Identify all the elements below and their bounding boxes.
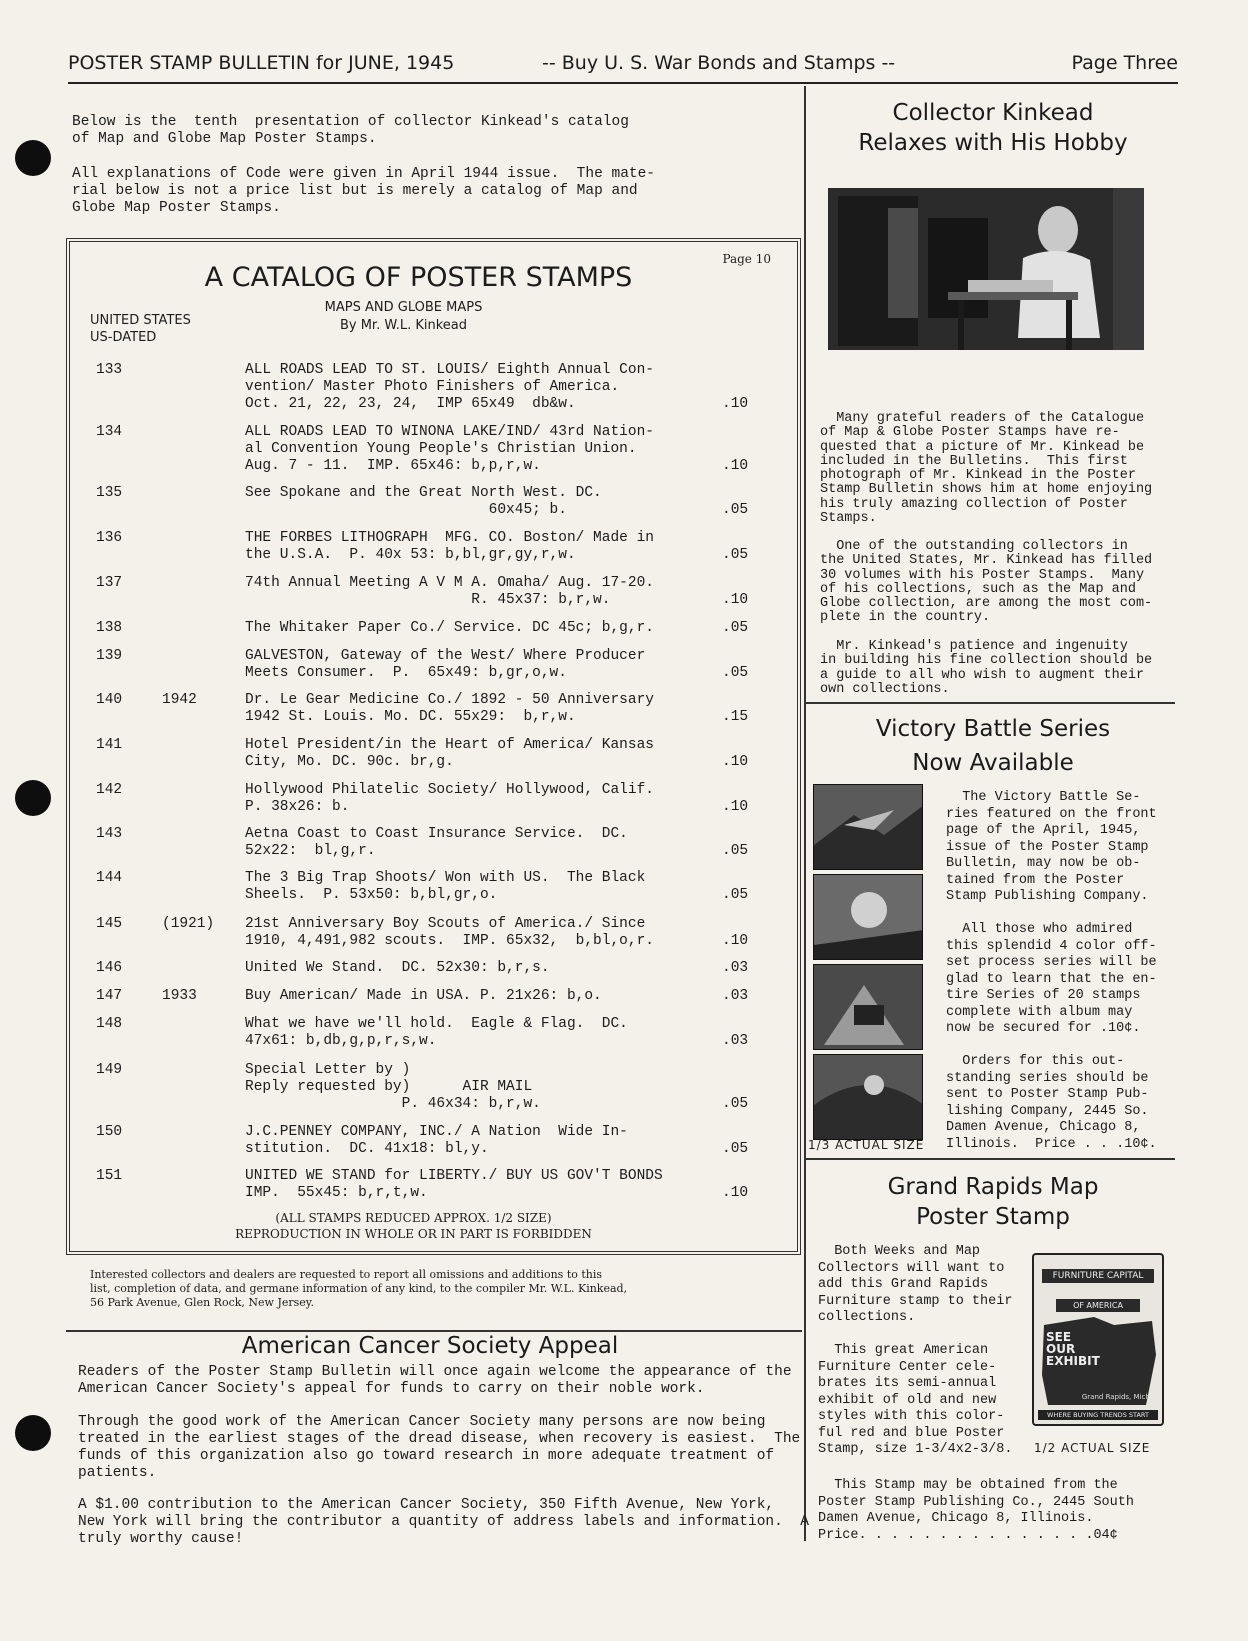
kinkead-title-line-2: Relaxes with His Hobby — [858, 130, 1128, 156]
entry-price: .15 — [722, 709, 749, 725]
entry-number: 140 — [96, 692, 123, 708]
entry-price: .10 — [722, 799, 749, 815]
entry-description: 74th Annual Meeting A V M A. Omaha/ Aug. 17-20. R. 45x37: b,r,w. — [245, 575, 654, 608]
intro-paragraph-2: All explanations of Code were given in April 1944 issue. The mate- rial below is not a price list but is merely a catalog of Map and Globe Map Poster Stamps. — [72, 166, 655, 216]
entry-number: 139 — [96, 648, 123, 664]
entry-number: 144 — [96, 870, 123, 886]
victory-paragraph-2: All those who admired this splendid 4 color off- set process series will be glad to learn that the en- tire Series of 20 stamps complete with album may now be secured for .10¢. — [946, 922, 1157, 1036]
entry-price: .05 — [722, 1096, 749, 1112]
entry-year: 1942 — [162, 692, 197, 708]
stamp-banner-2: OF AMERICA — [1056, 1299, 1140, 1312]
grand-rapids-paragraph-3: This Stamp may be obtained from the Poster Stamp Publishing Co., 2445 South Damen Avenue, Chicago 8, Illinois. Price. . . . . . . . . . . . . . .04¢ — [818, 1478, 1134, 1543]
entry-description: Buy American/ Made in USA. P. 21x26: b,o. — [245, 988, 602, 1004]
section-rule — [805, 702, 1175, 704]
kinkead-paragraph-1: Many grateful readers of the Catalogue of Map & Globe Poster Stamps have re- quested that a picture of Mr. Kinkead be included in the Bulletins. This first photograph of Mr. Kinkead in the Poster Stamp Bulletin shows him at home enjoying his truly amazing collection of Poster Stamps. — [820, 411, 1153, 527]
entry-number: 143 — [96, 826, 123, 842]
catalog-region-sub: US-DATED — [90, 330, 157, 345]
battle-scene-illustration — [814, 1055, 923, 1140]
grand-rapids-stamp — [1032, 1253, 1164, 1426]
victory-stamp-2 — [813, 874, 923, 960]
binder-hole-top — [15, 140, 51, 176]
entry-description: What we have we'll hold. Eagle & Flag. DC. 47x61: b,db,g,p,r,s,w. — [245, 1016, 628, 1049]
kinkead-paragraph-3: Mr. Kinkead's patience and ingenuity in building his fine collection should be a guide to all who wish to augment their own collections. — [820, 639, 1153, 697]
entry-description: 21st Anniversary Boy Scouts of America./ Since 1910, 4,491,982 scouts. IMP. 65x32, b,bl,o,r. — [245, 916, 654, 949]
entry-number: 134 — [96, 424, 123, 440]
entry-price: .10 — [722, 458, 749, 474]
entry-price: .03 — [722, 988, 749, 1004]
entry-description: GALVESTON, Gateway of the West/ Where Producer Meets Consumer. P. 65x49: b,gr,o,w. — [245, 648, 646, 681]
entry-price: .10 — [722, 933, 749, 949]
kinkead-photo — [828, 188, 1144, 350]
victory-stamp-4 — [813, 1054, 923, 1140]
entry-description: THE FORBES LITHOGRAPH MFG. CO. Boston/ Made in the U.S.A. P. 40x 53: b,bl,gr,gy,r,w. — [245, 530, 654, 563]
entry-price: .03 — [722, 1033, 749, 1049]
entry-description: ALL ROADS LEAD TO WINONA LAKE/IND/ 43rd Nation- al Convention Young People's Christian Union. Aug. 7 - 11. IMP. 65x46: b,p,r,w. — [245, 424, 654, 474]
binder-hole-middle — [15, 780, 51, 816]
entry-number: 147 — [96, 988, 123, 1004]
entry-number: 149 — [96, 1062, 123, 1078]
entry-price: .05 — [722, 1141, 749, 1157]
kinkead-title-line-1: Collector Kinkead — [892, 100, 1094, 126]
entry-number: 145 — [96, 916, 123, 932]
entry-price: .10 — [722, 396, 749, 412]
entry-description: J.C.PENNEY COMPANY, INC./ A Nation Wide In- stitution. DC. 41x18: bl,y. — [245, 1124, 628, 1157]
catalog-footer-note: (ALL STAMPS REDUCED APPROX. 1/2 SIZE) — [275, 1211, 552, 1225]
entry-number: 150 — [96, 1124, 123, 1140]
entry-price: .10 — [722, 592, 749, 608]
entry-number: 151 — [96, 1168, 123, 1184]
cancer-paragraph-1: Readers of the Poster Stamp Bulletin will once again welcome the appearance of the American Cancer Society's appeal for funds to carry on their noble work. — [78, 1364, 792, 1397]
entry-description: ALL ROADS LEAD TO ST. LOUIS/ Eighth Annual Con- vention/ Master Photo Finishers of America. Oct. 21, 22, 23, 24, IMP 65x49 db&w. — [245, 362, 654, 412]
entry-price: .05 — [722, 843, 749, 859]
entry-description: Hotel President/in the Heart of America/ Kansas City, Mo. DC. 90c. br,g. — [245, 737, 654, 770]
entry-number: 148 — [96, 1016, 123, 1032]
grand-rapids-title-line-1: Grand Rapids Map — [887, 1174, 1099, 1200]
grand-rapids-title-line-2: Poster Stamp — [916, 1204, 1070, 1230]
header-title: POSTER STAMP BULLETIN for JUNE, 1945 — [68, 52, 455, 74]
section-rule — [66, 1330, 802, 1332]
catalog-subtitle: MAPS AND GLOBE MAPS — [324, 300, 483, 315]
header-page-number: Page Three — [1071, 52, 1178, 74]
entry-price: .05 — [722, 665, 749, 681]
entry-description: Dr. Le Gear Medicine Co./ 1892 - 50 Anniversary 1942 St. Louis. Mo. DC. 55x29: b,r,w. — [245, 692, 654, 725]
catalog-region-name: UNITED STATES — [90, 313, 191, 328]
battle-scene-illustration — [814, 965, 923, 1050]
victory-title-line-2: Now Available — [912, 750, 1074, 776]
entry-number: 135 — [96, 485, 123, 501]
entry-description: Hollywood Philatelic Society/ Hollywood, Calif. P. 38x26: b. — [245, 782, 654, 815]
entry-price: .05 — [722, 502, 749, 518]
section-rule — [805, 1158, 1175, 1160]
cancer-paragraph-2: Through the good work of the American Cancer Society many persons are now being treated in the earliest stages of the dread disease, when recovery is easiest. The funds of this organization also go toward research in more adequate treatment of patients. — [78, 1414, 801, 1481]
entry-number: 137 — [96, 575, 123, 591]
catalog-box — [66, 238, 801, 1255]
stamp-footer: WHERE BUYING TRENDS START — [1038, 1410, 1158, 1420]
entry-description: Aetna Coast to Coast Insurance Service. DC. 52x22: bl,g,r. — [245, 826, 628, 859]
victory-paragraph-3: Orders for this out- standing series should be sent to Poster Stamp Pub- lishing Company, 2445 So. Damen Avenue, Chicago 8, Illinois. Price . . .10¢. — [946, 1054, 1157, 1152]
grand-rapids-caption: 1/2 ACTUAL SIZE — [1034, 1441, 1151, 1455]
header-slogan: -- Buy U. S. War Bonds and Stamps -- — [542, 52, 896, 74]
victory-paragraph-1: The Victory Battle Se- ries featured on the front page of the April, 1945, issue of the Poster Stamp Bulletin, may now be ob- tained from the Poster Stamp Publishing Company. — [946, 790, 1157, 904]
entry-number: 138 — [96, 620, 123, 636]
entry-price: .05 — [722, 547, 749, 563]
stamp-city: Grand Rapids, Mich. — [1081, 1393, 1152, 1401]
catalog-page-number: Page 10 — [722, 252, 771, 266]
victory-caption: 1/3 ACTUAL SIZE — [808, 1138, 925, 1152]
catalog-author: By Mr. W.L. Kinkead — [339, 318, 468, 333]
entry-price: .10 — [722, 1185, 749, 1201]
column-divider — [804, 86, 806, 1541]
entry-number: 141 — [96, 737, 123, 753]
entry-number: 136 — [96, 530, 123, 546]
running-header — [68, 50, 1178, 84]
catalog-copyright: REPRODUCTION IN WHOLE OR IN PART IS FORBIDDEN — [235, 1227, 592, 1241]
binder-hole-bottom — [15, 1415, 51, 1451]
cancer-appeal-title: American Cancer Society Appeal — [241, 1333, 619, 1359]
battle-scene-illustration — [814, 785, 923, 870]
entry-description: See Spokane and the Great North West. DC. 60x45; b. — [245, 485, 602, 518]
entry-price: .03 — [722, 960, 749, 976]
entry-price: .05 — [722, 887, 749, 903]
catalog-region — [90, 312, 191, 346]
victory-stamp-3 — [813, 964, 923, 1050]
entry-number: 133 — [96, 362, 123, 378]
entry-year: 1933 — [162, 988, 197, 1004]
entry-description: The 3 Big Trap Shoots/ Won with US. The Black Sheels. P. 53x50: b,bl,gr,o. — [245, 870, 646, 903]
cancer-paragraph-3: A $1.00 contribution to the American Cancer Society, 350 Fifth Avenue, New York, New York will bring the contributor a quantity of address labels and information. A truly worthy cause! — [78, 1497, 809, 1547]
entry-number: 142 — [96, 782, 123, 798]
entry-description: The Whitaker Paper Co./ Service. DC 45c; b,g,r. — [245, 620, 654, 636]
victory-stamp-1 — [813, 784, 923, 870]
catalog-title: A CATALOG OF POSTER STAMPS — [204, 262, 633, 293]
entry-description: Special Letter by ) Reply requested by) AIR MAIL P. 46x34: b,r,w. — [245, 1062, 541, 1112]
battle-scene-illustration — [814, 875, 923, 960]
stamp-see-exhibit: SEE OUR EXHIBIT — [1046, 1330, 1100, 1368]
entry-price: .05 — [722, 620, 749, 636]
entry-price: .10 — [722, 754, 749, 770]
entry-description: UNITED WE STAND for LIBERTY./ BUY US GOV'T BONDS IMP. 55x45: b,r,t,w. — [245, 1168, 663, 1201]
kinkead-paragraph-2: One of the outstanding collectors in the United States, Mr. Kinkead has filled 30 volumes with his Poster Stamps. Many of his collections, such as the Map and Globe collection, are among the most com- plete in the country. — [820, 539, 1153, 626]
photo-illustration — [828, 188, 1144, 350]
compiler-note: Interested collectors and dealers are requested to report all omissions and additions to this list, completion of data, and germane information of any kind, to the compiler Mr. W.L. Kinkead, 56 Park Avenue, Glen Rock, New Jersey. — [90, 1268, 628, 1309]
entry-description: United We Stand. DC. 52x30: b,r,s. — [245, 960, 550, 976]
grand-rapids-paragraph-2: This great American Furniture Center cele- brates its semi-annual exhibit of old and new styles with this color- ful red and blue Poster Stamp, size 1-3/4x2-3/8. — [818, 1343, 1013, 1457]
entry-year: (1921) — [162, 916, 215, 932]
entry-number: 146 — [96, 960, 123, 976]
grand-rapids-paragraph-1: Both Weeks and Map Collectors will want to add this Grand Rapids Furniture stamp to their collections. — [818, 1244, 1013, 1325]
intro-paragraph-1: Below is the tenth presentation of collector Kinkead's catalog of Map and Globe Map Poster Stamps. — [72, 114, 629, 147]
stamp-banner: FURNITURE CAPITAL — [1042, 1269, 1154, 1283]
victory-title-line-1: Victory Battle Series — [875, 716, 1111, 742]
